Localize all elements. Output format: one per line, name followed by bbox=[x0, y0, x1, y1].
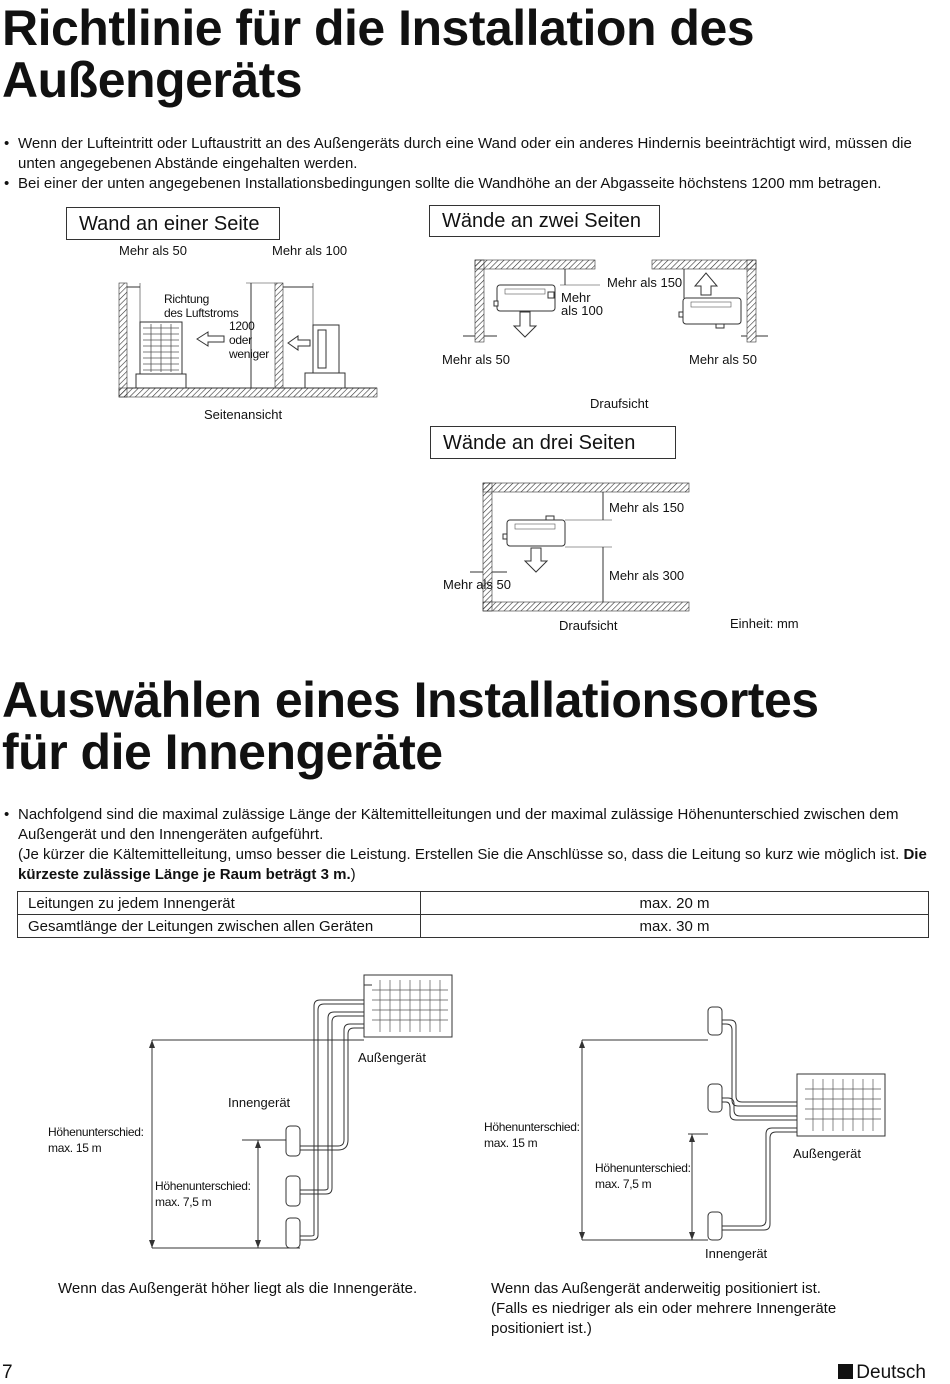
fig-one-side-title: Wand an einer Seite bbox=[66, 207, 280, 240]
right-outdoor-label: Außengerät bbox=[793, 1146, 861, 1161]
right-height1-line1: Höhenunterschied: bbox=[484, 1120, 580, 1134]
three-sides-front: Mehr als 300 bbox=[609, 568, 685, 583]
left-caption: Wenn das Außengerät höher liegt als die Innengeräte. bbox=[58, 1280, 418, 1297]
section2-bullet-line2: (Je kürzer die Kältemittelleitung, umso besser die Leistung. Erstellen Sie die Anschlüsse so, dass die Leitung so kurz wie möglich ist. bbox=[18, 846, 904, 863]
page-number: 7 bbox=[2, 1362, 13, 1383]
section2-bullet-bold: Die kürzeste zulässige Länge je Raum beträgt 3 m. bbox=[18, 846, 927, 883]
three-sides-view: Draufsicht bbox=[559, 618, 618, 633]
one-side-airflow-1: Richtung bbox=[164, 292, 209, 306]
square-icon bbox=[838, 1364, 853, 1379]
right-indoor-label: Innengerät bbox=[705, 1246, 768, 1261]
two-sides-mid-2: als 100 bbox=[561, 303, 603, 318]
section2-bullet-line1: Nachfolgend sind die maximal zulässige Länge der Kältemittelleitungen und der maximal zulässige Höhenunterschied zwischen dem Außengerät und den Innengeräten aufgeführt. bbox=[18, 806, 899, 843]
right-height-diagram bbox=[579, 1007, 885, 1240]
table-cell-label: Gesamtlänge der Leitungen zwischen allen Geräten bbox=[18, 915, 421, 938]
section2-title-line1: Auswählen eines Installationsortes bbox=[2, 672, 819, 728]
fig-two-sides-title: Wände an zwei Seiten bbox=[429, 205, 660, 237]
one-side-height-2: oder bbox=[229, 333, 252, 347]
language-text: Deutsch bbox=[856, 1362, 926, 1383]
one-side-view: Seitenansicht bbox=[204, 407, 283, 422]
left-indoor-label: Innengerät bbox=[228, 1095, 291, 1110]
one-side-airflow-2: des Luftstroms bbox=[164, 306, 239, 320]
language-label bbox=[838, 1362, 926, 1384]
table-cell-value: max. 20 m bbox=[421, 892, 929, 915]
right-caption bbox=[491, 1279, 836, 1339]
three-sides-top: Mehr als 150 bbox=[609, 500, 685, 515]
right-caption-line1: Wenn das Außengerät anderweitig positioniert ist. bbox=[491, 1280, 821, 1297]
two-sides-left: Mehr als 50 bbox=[442, 352, 510, 367]
table-cell-value: max. 30 m bbox=[421, 915, 929, 938]
one-side-label-right: Mehr als 100 bbox=[272, 243, 348, 258]
right-height1-line2: max. 15 m bbox=[484, 1136, 538, 1150]
left-height2-line2: max. 7,5 m bbox=[155, 1195, 212, 1209]
two-sides-mid-1: Mehr bbox=[561, 290, 591, 305]
one-side-height-1: 1200 bbox=[229, 319, 255, 333]
two-sides-top: Mehr als 150 bbox=[607, 275, 683, 290]
section1-bullet-1: • Wenn der Lufteintritt oder Luftaustritt an des Außengeräts durch eine Wand oder ein anderes Hindernis beeinträchtigt wird, müssen die unten angegebenen Abstände eingehalten werden. bbox=[4, 134, 934, 174]
section1-title-line2: Außengeräts bbox=[2, 52, 303, 108]
fig-three-sides-title: Wände an drei Seiten bbox=[430, 426, 676, 459]
right-caption-line3: positioniert ist.) bbox=[491, 1320, 592, 1337]
table-cell-label: Leitungen zu jedem Innengerät bbox=[18, 892, 421, 915]
section2-bullet-end: ) bbox=[350, 866, 356, 883]
right-height2-line1: Höhenunterschied: bbox=[595, 1161, 691, 1175]
section1-title-line1: Richtlinie für die Installation des bbox=[2, 0, 755, 56]
unit-note: Einheit: mm bbox=[730, 616, 799, 631]
section2-title-line2: für die Innengeräte bbox=[2, 724, 443, 780]
left-height1-line1: Höhenunterschied: bbox=[48, 1125, 144, 1139]
three-sides-left: Mehr als 50 bbox=[443, 577, 511, 592]
one-side-height-3: weniger bbox=[229, 347, 269, 361]
left-height1-line2: max. 15 m bbox=[48, 1141, 102, 1155]
right-height2-line2: max. 7,5 m bbox=[595, 1177, 652, 1191]
one-side-label-left: Mehr als 50 bbox=[119, 243, 187, 258]
two-sides-view: Draufsicht bbox=[590, 396, 649, 411]
right-caption-line2: (Falls es niedriger als ein oder mehrere Innengeräte bbox=[491, 1300, 837, 1317]
left-outdoor-label: Außengerät bbox=[358, 1050, 426, 1065]
two-sides-right: Mehr als 50 bbox=[689, 352, 757, 367]
left-height2-line1: Höhenunterschied: bbox=[155, 1179, 251, 1193]
section1-bullet-2: • Bei einer der unten angegebenen Installationsbedingungen sollte die Wandhöhe an der Abgasseite höchstens 1200 mm betragen. bbox=[4, 174, 934, 194]
